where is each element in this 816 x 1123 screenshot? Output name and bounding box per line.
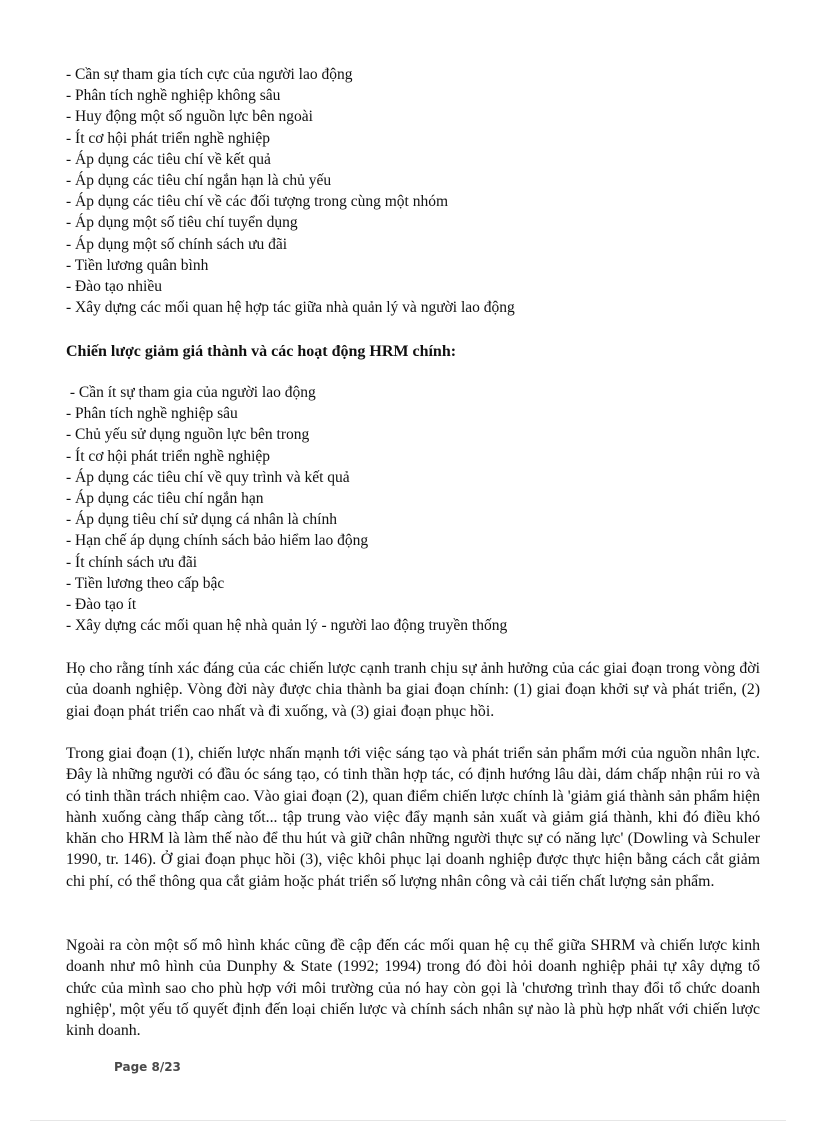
list-item: - Xây dựng các mối quan hệ nhà quản lý - người lao động truyền thống xyxy=(66,617,508,635)
list-item: - Áp dụng một số chính sách ưu đãi xyxy=(66,235,288,253)
list-item: - Ít chính sách ưu đãi xyxy=(66,553,198,571)
list-item: - Áp dụng các tiêu chí về kết quả xyxy=(66,150,271,168)
list-item: - Huy động một số nguồn lực bên ngoài xyxy=(66,108,313,126)
list-item: - Áp dụng các tiêu chí về quy trình và kết quả xyxy=(66,468,350,486)
list-item: - Tiền lương theo cấp bậc xyxy=(66,574,225,592)
cost-reduction-strategy-list xyxy=(66,382,507,636)
list-item: - Đào tạo ít xyxy=(66,596,137,614)
list-item: - Ít cơ hội phát triển nghề nghiệp xyxy=(66,129,271,147)
page-bottom-divider xyxy=(30,1120,786,1121)
list-item: - Hạn chế áp dụng chính sách bảo hiểm lao động xyxy=(66,532,369,550)
paragraph-other-models: Ngoài ra còn một số mô hình khác cũng đề cập đến các mối quan hệ cụ thể giữa SHRM và chiến lược kinh doanh như mô hình của Dunphy & State (1992; 1994) trong đó đòi hỏi doanh nghiệp phải tự xây dựng tổ chức của mình sao cho phù hợp với môi trường của nó hay còn gọi là 'chương trình thay đổi tổ chức doanh nghiệp', một yếu tố quyết định đến loại chiến lược và chính sách nhân sự nào là phù hợp nhất với chiến lược kinh doanh. xyxy=(66,937,760,1040)
paragraph-lifecycle: Họ cho rằng tính xác đáng của các chiến lược cạnh tranh chịu sự ảnh hưởng của các giai đoạn trong vòng đời của doanh nghiệp. Vòng đời này được chia thành ba giai đoạn chính: (1) giai đoạn khởi sự và phát triển, (2) giai đoạn phát triển cao nhất và đi xuống, và (3) giai đoạn phục hồi. xyxy=(66,660,760,720)
list-item: - Phân tích nghề nghiệp không sâu xyxy=(66,87,281,105)
list-item: - Tiền lương quân bình xyxy=(66,256,209,274)
list-item: - Ít cơ hội phát triển nghề nghiệp xyxy=(66,447,271,465)
list-item: - Chủ yếu sử dụng nguồn lực bên trong xyxy=(66,426,310,444)
list-item: - Xây dựng các mối quan hệ hợp tác giữa nhà quản lý và người lao động xyxy=(66,299,515,317)
list-item: - Áp dụng tiêu chí sử dụng cá nhân là chính xyxy=(66,511,337,529)
differentiation-strategy-list xyxy=(66,64,515,318)
list-item: - Cần sự tham gia tích cực của người lao động xyxy=(66,66,353,83)
list-item: - Áp dụng các tiêu chí về các đối tượng trong cùng một nhóm xyxy=(66,193,449,211)
list-item: - Đào tạo nhiều xyxy=(66,278,162,296)
page-number: Page 8/23 xyxy=(114,1060,181,1074)
section-heading: Chiến lược giảm giá thành và các hoạt động HRM chính: xyxy=(66,343,457,360)
list-item: - Cần ít sự tham gia của người lao động xyxy=(66,384,316,401)
paragraph-stages: Trong giai đoạn (1), chiến lược nhấn mạnh tới việc sáng tạo và phát triển sản phẩm mới của nguồn nhân lực. Đây là những người có đầu óc sáng tạo, có tinh thần hợp tác, có định hướng lâu dài, dám chấp nhận rủi ro và có tinh thần trách nhiệm cao. Vào giai đoạn (2), quan điểm chiến lược chính là 'giảm giá thành sản phẩm hiện hành xuống càng thấp càng tốt... tập trung vào việc đẩy mạnh sản xuất và giảm giá thành, khi đó điều khó khăn cho HRM là làm thế nào để thu hút và giữ chân những người thực sự có năng lực' (Dowling và Schuler 1990, tr. 146). Ở giai đoạn phục hồi (3), việc khôi phục lại doanh nghiệp được thực hiện bằng cách cắt giảm chi phí, có thể thông qua cắt giảm hoặc phát triển số lượng nhân công và cải tiến chất lượng sản phẩm. xyxy=(66,745,760,890)
list-item: - Áp dụng một số tiêu chí tuyển dụng xyxy=(66,214,298,232)
list-item: - Phân tích nghề nghiệp sâu xyxy=(66,405,238,423)
list-item: - Áp dụng các tiêu chí ngắn hạn xyxy=(66,490,264,508)
list-item: - Áp dụng các tiêu chí ngắn hạn là chủ yếu xyxy=(66,172,332,190)
